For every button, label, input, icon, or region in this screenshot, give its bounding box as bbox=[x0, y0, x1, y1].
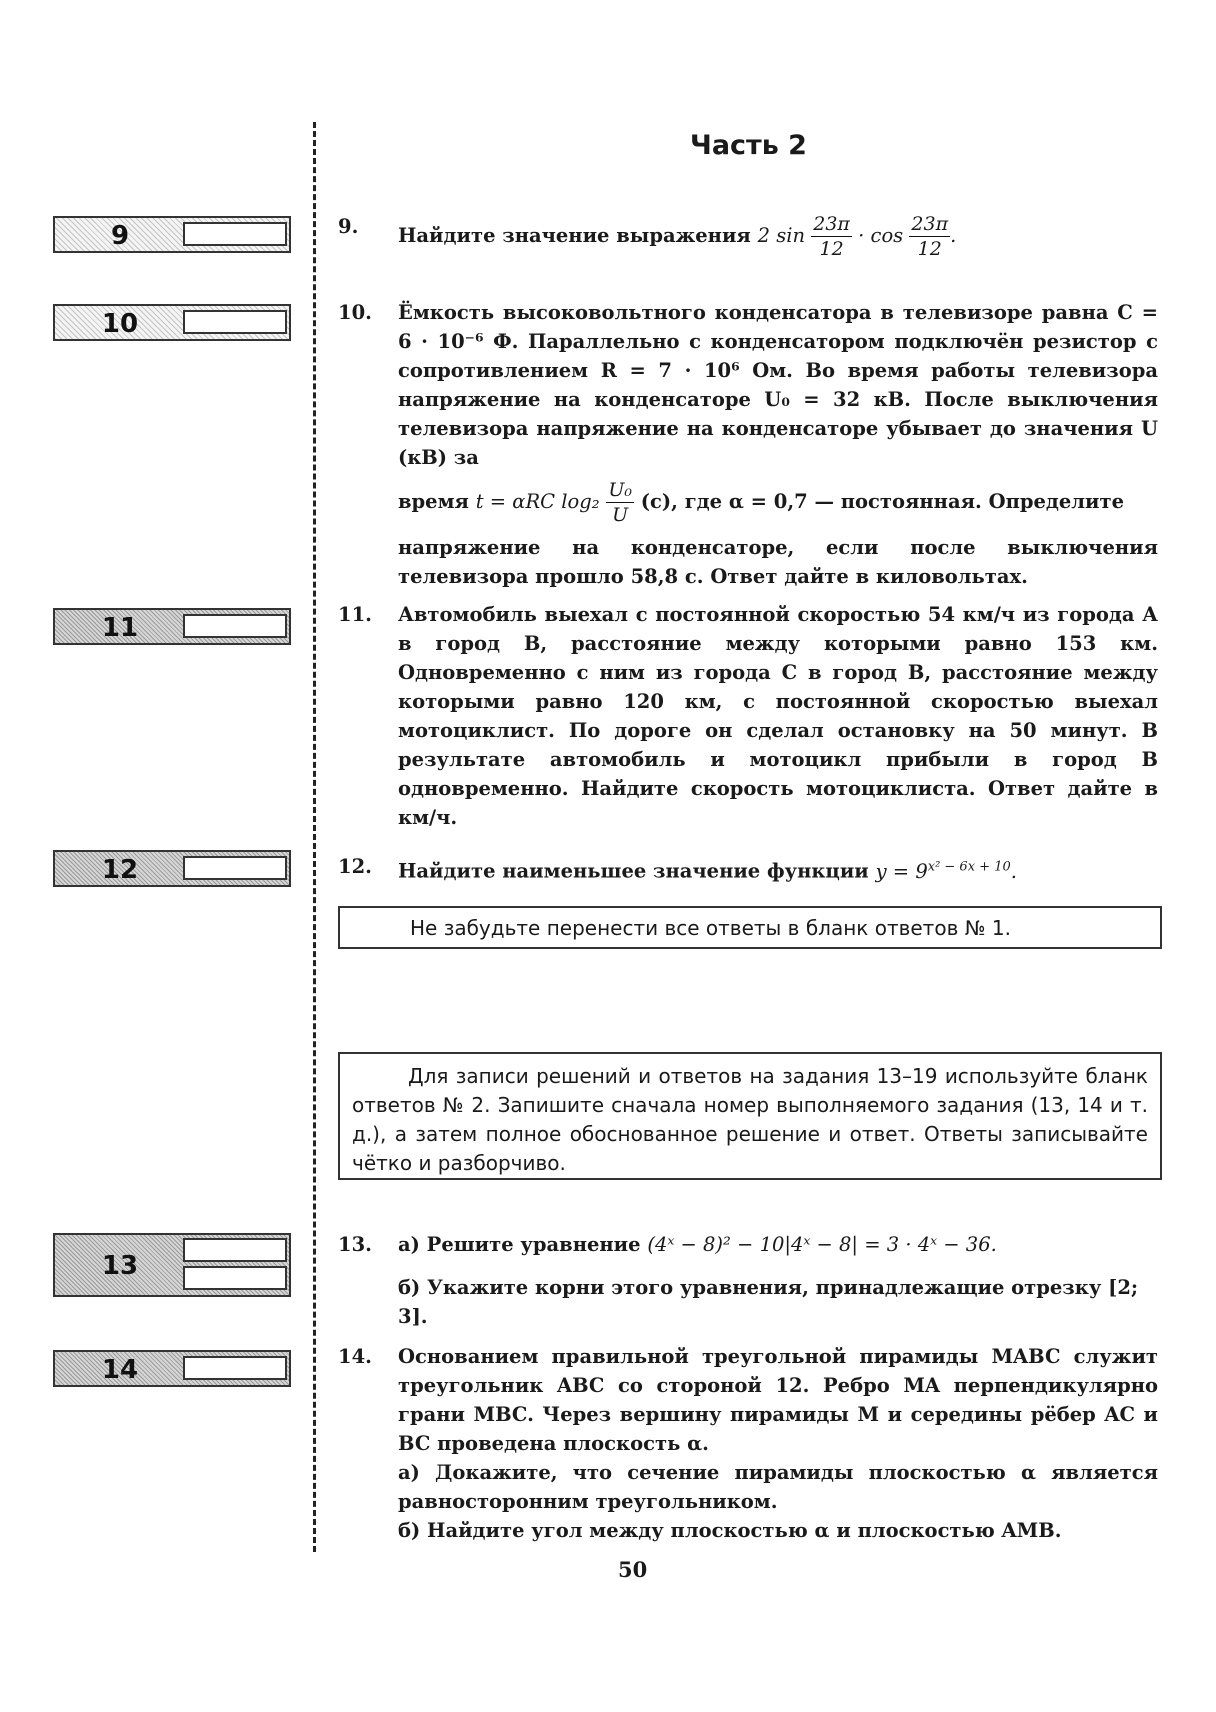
answer-box-label: 11 bbox=[101, 613, 139, 643]
answer-field-11[interactable] bbox=[183, 614, 287, 638]
task-10 bbox=[338, 298, 1158, 591]
task-part-a: а) Докажите, что сечение пирамиды плоскостью α является равносторонним треугольником. bbox=[398, 1461, 1158, 1513]
answer-field-14[interactable] bbox=[183, 1356, 287, 1380]
equation-formula: (4ˣ − 8)² − 10|4ˣ − 8| = 3 · 4ˣ − 36. bbox=[647, 1233, 997, 1256]
answer-box-13 bbox=[53, 1233, 291, 1297]
task-11 bbox=[338, 600, 1158, 832]
task-13 bbox=[338, 1230, 1158, 1331]
answer-field-13b[interactable] bbox=[183, 1266, 287, 1290]
transfer-notice: Не забудьте перенести все ответы в бланк ответов № 1. bbox=[338, 906, 1162, 949]
answer-box-label: 10 bbox=[101, 309, 139, 339]
task-text: напряжение на конденсаторе, если после выключения телевизора прошло 58,8 с. Ответ дайте в киловольтах. bbox=[398, 536, 1158, 588]
answer-field-13a[interactable] bbox=[183, 1238, 287, 1262]
task-14 bbox=[338, 1342, 1158, 1545]
instructions-notice: Для записи решений и ответов на задания 13–19 используйте бланк ответов № 2. Запишите сначала номер выполняемого задания (13, 14 и т. д.), а затем полное обоснованное решение и ответ. Ответы записывайте чётко и разборчиво. bbox=[338, 1052, 1162, 1180]
answer-box-11 bbox=[53, 608, 291, 645]
page-number: 50 bbox=[618, 1557, 648, 1582]
function-formula: $y = 9^{x^2 - 6x + 10}$. bbox=[875, 859, 1017, 883]
task-12 bbox=[338, 852, 1158, 886]
answer-box-label: 14 bbox=[101, 1355, 139, 1385]
task-number: 9. bbox=[338, 215, 359, 238]
formula-line: время t = αRC log₂ $\frac{\text{U₀}}{U}$ (с), где α = 0,7 — постоянная. Определите bbox=[398, 479, 1124, 526]
task-number: 11. bbox=[338, 603, 372, 626]
answer-box-12 bbox=[53, 850, 291, 887]
answer-field-10[interactable] bbox=[183, 310, 287, 334]
task-number: 14. bbox=[338, 1345, 372, 1368]
task-text: Автомобиль выехал с постоянной скоростью 54 км/ч из города А в город В, расстояние между которыми равно 153 км. Одновременно с ним из города С в город В, расстояние между которыми равно 120 км, с постоянной скоростью выехал мотоциклист. По дороге он сделал остановку на 50 минут. В результате автомобиль и мотоцикл прибыли в город В одновременно. Найдите скорость мотоциклиста. Ответ дайте в км/ч. bbox=[398, 603, 1158, 829]
expression-formula: 2 sin $\frac{23\pi}{12}$ · cos $\frac{23\pi}{12}$ . bbox=[757, 213, 957, 260]
task-part-b: б) Найдите угол между плоскостью α и плоскостью AMB. bbox=[398, 1519, 1062, 1542]
answer-field-12[interactable] bbox=[183, 856, 287, 880]
answer-box-9 bbox=[53, 216, 291, 253]
task-text: Ёмкость высоковольтного конденсатора в телевизоре равна C = 6 · 10⁻⁶ Ф. Параллельно с конденсатором подключён резистор с сопротивлением R = 7 · 10⁶ Ом. Во время работы телевизора напряжение на конденсаторе U₀ = 32 кВ. После выключения телевизора напряжение на конденсаторе убывает до значения U (кВ) за bbox=[398, 301, 1158, 469]
answer-field-9[interactable] bbox=[183, 222, 287, 246]
task-number: 12. bbox=[338, 855, 372, 878]
task-text: Найдите наименьшее значение функции bbox=[398, 859, 869, 883]
task-9 bbox=[338, 212, 1158, 261]
answer-box-label: 13 bbox=[101, 1251, 139, 1281]
task-number: 10. bbox=[338, 301, 372, 324]
task-number: 13. bbox=[338, 1233, 372, 1256]
page-title: Часть 2 bbox=[690, 130, 807, 161]
answer-box-10 bbox=[53, 304, 291, 341]
cut-line bbox=[313, 122, 316, 1552]
task-text: а) Решите уравнение bbox=[398, 1233, 641, 1256]
answer-box-14 bbox=[53, 1350, 291, 1387]
answer-box-label: 9 bbox=[110, 221, 130, 251]
answer-box-label: 12 bbox=[101, 855, 139, 885]
task-text: б) Укажите корни этого уравнения, принадлежащие отрезку [2; 3]. bbox=[398, 1276, 1139, 1328]
task-text: Найдите значение выражения bbox=[398, 224, 751, 247]
task-text: Основанием правильной треугольной пирамиды MABC служит треугольник ABC со стороной 12. Ребро MA перпендикулярно грани MBC. Через вершину пирамиды M и середины рёбер AC и BC проведена плоскость α. bbox=[398, 1345, 1158, 1455]
